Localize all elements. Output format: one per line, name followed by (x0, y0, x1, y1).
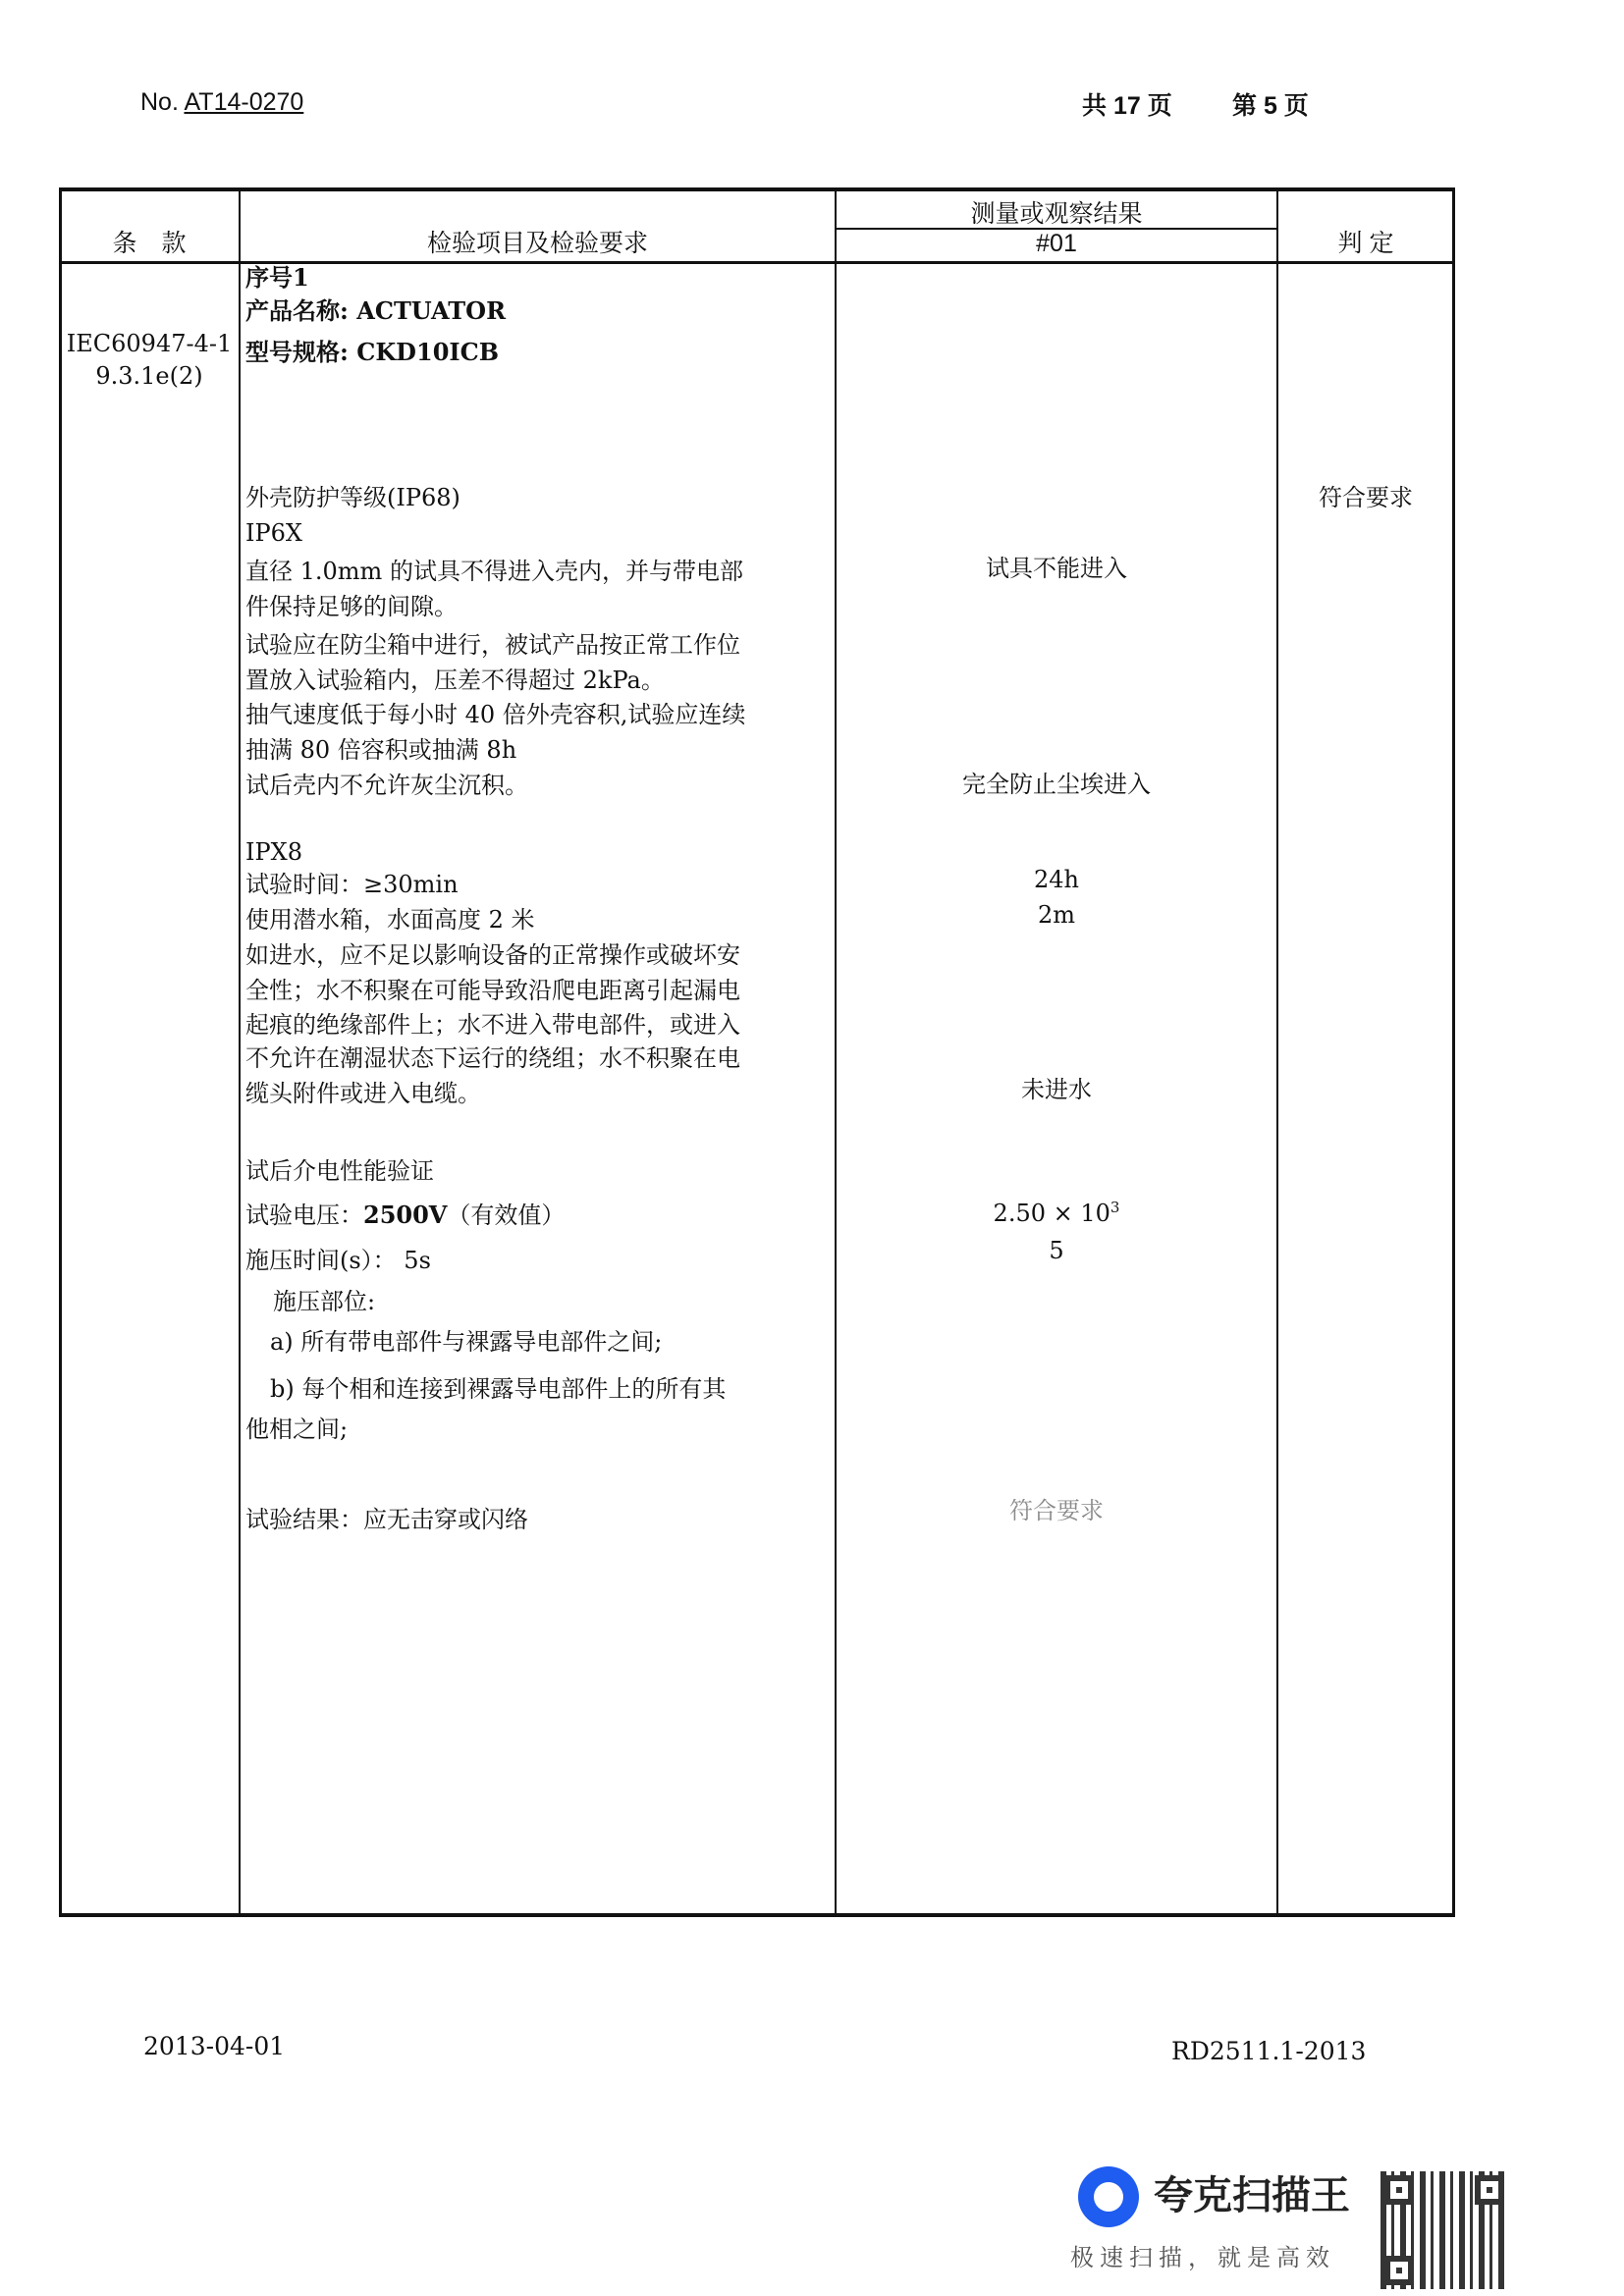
test-voltage-suffix: （有效值） (447, 1201, 566, 1229)
requirement-line: 试验时间：≥30min (245, 871, 459, 898)
result-dust: 完全防止尘埃进入 (962, 771, 1151, 798)
scanner-slogan: 极速扫描，就是高效 (1070, 2244, 1335, 2271)
requirement-line: 起痕的绝缘部件上；水不进入带电部件，或进入 (245, 1011, 740, 1039)
requirement-line: 试验应在防尘箱中进行，被试产品按正常工作位 (245, 631, 740, 659)
result-water-depth: 2m (1037, 901, 1076, 929)
header-clause: 条 款 (112, 230, 187, 257)
header-verdict: 判 定 (1337, 230, 1394, 257)
column-divider (835, 187, 837, 1917)
requirement-line: 缆头附件或进入电缆。 (245, 1080, 481, 1107)
requirement-line: 他相之间; (245, 1415, 349, 1443)
sequence-number: 序号1 (245, 263, 309, 292)
header-item: 检验项目及检验要求 (426, 230, 648, 257)
header-result: 测量或观察结果 (970, 200, 1143, 228)
requirement-line: 试后介电性能验证 (245, 1157, 434, 1185)
qr-code (1380, 2171, 1508, 2289)
table-border-right (1452, 187, 1455, 1917)
report-number (140, 88, 303, 117)
clause-standard: IEC60947-4-1 (66, 330, 233, 357)
requirement-line: 置放入试验箱内，压差不得超过 2kPa。 (245, 667, 665, 694)
form-number: RD2511.1-2013 (1171, 2037, 1367, 2065)
product-model-value: CKD10ICB (356, 338, 500, 366)
table-border-left (59, 187, 62, 1917)
requirement-line: 抽满 80 倍容积或抽满 8h (245, 736, 517, 764)
table-border-bottom (59, 1913, 1455, 1917)
result-voltage-base: 2.50 × 10 (993, 1200, 1110, 1227)
column-divider (1276, 187, 1278, 1917)
report-number-value: AT14-0270 (184, 88, 304, 116)
scanner-logo-icon (1078, 2166, 1139, 2227)
report-number-label: No. (140, 88, 179, 116)
table-border-top (59, 187, 1455, 191)
header-sample: #01 (1036, 230, 1077, 257)
requirement-line: 全性；水不积聚在可能导致沿爬电距离引起漏电 (245, 977, 740, 1004)
test-voltage (245, 1201, 565, 1230)
result-duration: 5 (1049, 1237, 1064, 1264)
requirement-line: IP6X (245, 519, 302, 547)
result-water-ingress: 未进水 (1021, 1076, 1092, 1103)
page-number: 第 5 页 (1232, 92, 1309, 120)
product-model-label: 型号规格: (245, 338, 349, 366)
requirement-line: b) 每个相和连接到裸露导电部件上的所有其 (270, 1375, 727, 1403)
requirement-line: 施压部位: (273, 1288, 376, 1315)
result-voltage-exponent: 3 (1110, 1199, 1120, 1216)
product-name (245, 296, 506, 326)
requirement-line: 试验结果：应无击穿或闪络 (245, 1506, 528, 1533)
requirement-line: 如进水，应不足以影响设备的正常操作或破坏安 (245, 941, 740, 969)
result-immersion-time: 24h (1034, 866, 1079, 893)
issue-date: 2013-04-01 (143, 2032, 286, 2060)
requirement-line: 件保持足够的间隙。 (245, 593, 458, 620)
requirement-line: 试后壳内不允许灰尘沉积。 (245, 772, 528, 799)
requirement-line: 不允许在潮湿状态下运行的绕组；水不积聚在电 (245, 1044, 740, 1072)
clause-number: 9.3.1e(2) (95, 362, 203, 390)
product-model (245, 338, 499, 367)
requirement-line: 抽气速度低于每小时 40 倍外壳容积,试验应连续 (245, 701, 746, 728)
result-voltage (836, 1193, 1277, 1228)
product-name-value: ACTUATOR (356, 296, 507, 325)
requirement-line: 施压时间(s）： 5s (245, 1247, 431, 1274)
test-voltage-value: 2500V (363, 1201, 448, 1229)
page-count: 共 17 页 (1082, 92, 1172, 120)
test-voltage-label: 试验电压： (245, 1201, 363, 1229)
requirement-line: 外壳防护等级(IP68) (245, 484, 460, 511)
requirement-line: IPX8 (245, 838, 302, 866)
requirement-line: 直径 1.0mm 的试具不得进入壳内，并与带电部 (245, 558, 743, 585)
verdict: 符合要求 (1319, 484, 1413, 511)
result-probe: 试具不能进入 (986, 555, 1127, 582)
requirement-line: 使用潜水箱，水面高度 2 米 (245, 906, 535, 934)
column-divider (239, 187, 241, 1917)
result-dielectric: 符合要求 (1009, 1497, 1104, 1524)
scanner-brand: 夸克扫描王 (1154, 2173, 1350, 2218)
product-name-label: 产品名称: (245, 296, 349, 325)
requirement-line: a) 所有带电部件与裸露导电部件之间; (270, 1328, 663, 1356)
